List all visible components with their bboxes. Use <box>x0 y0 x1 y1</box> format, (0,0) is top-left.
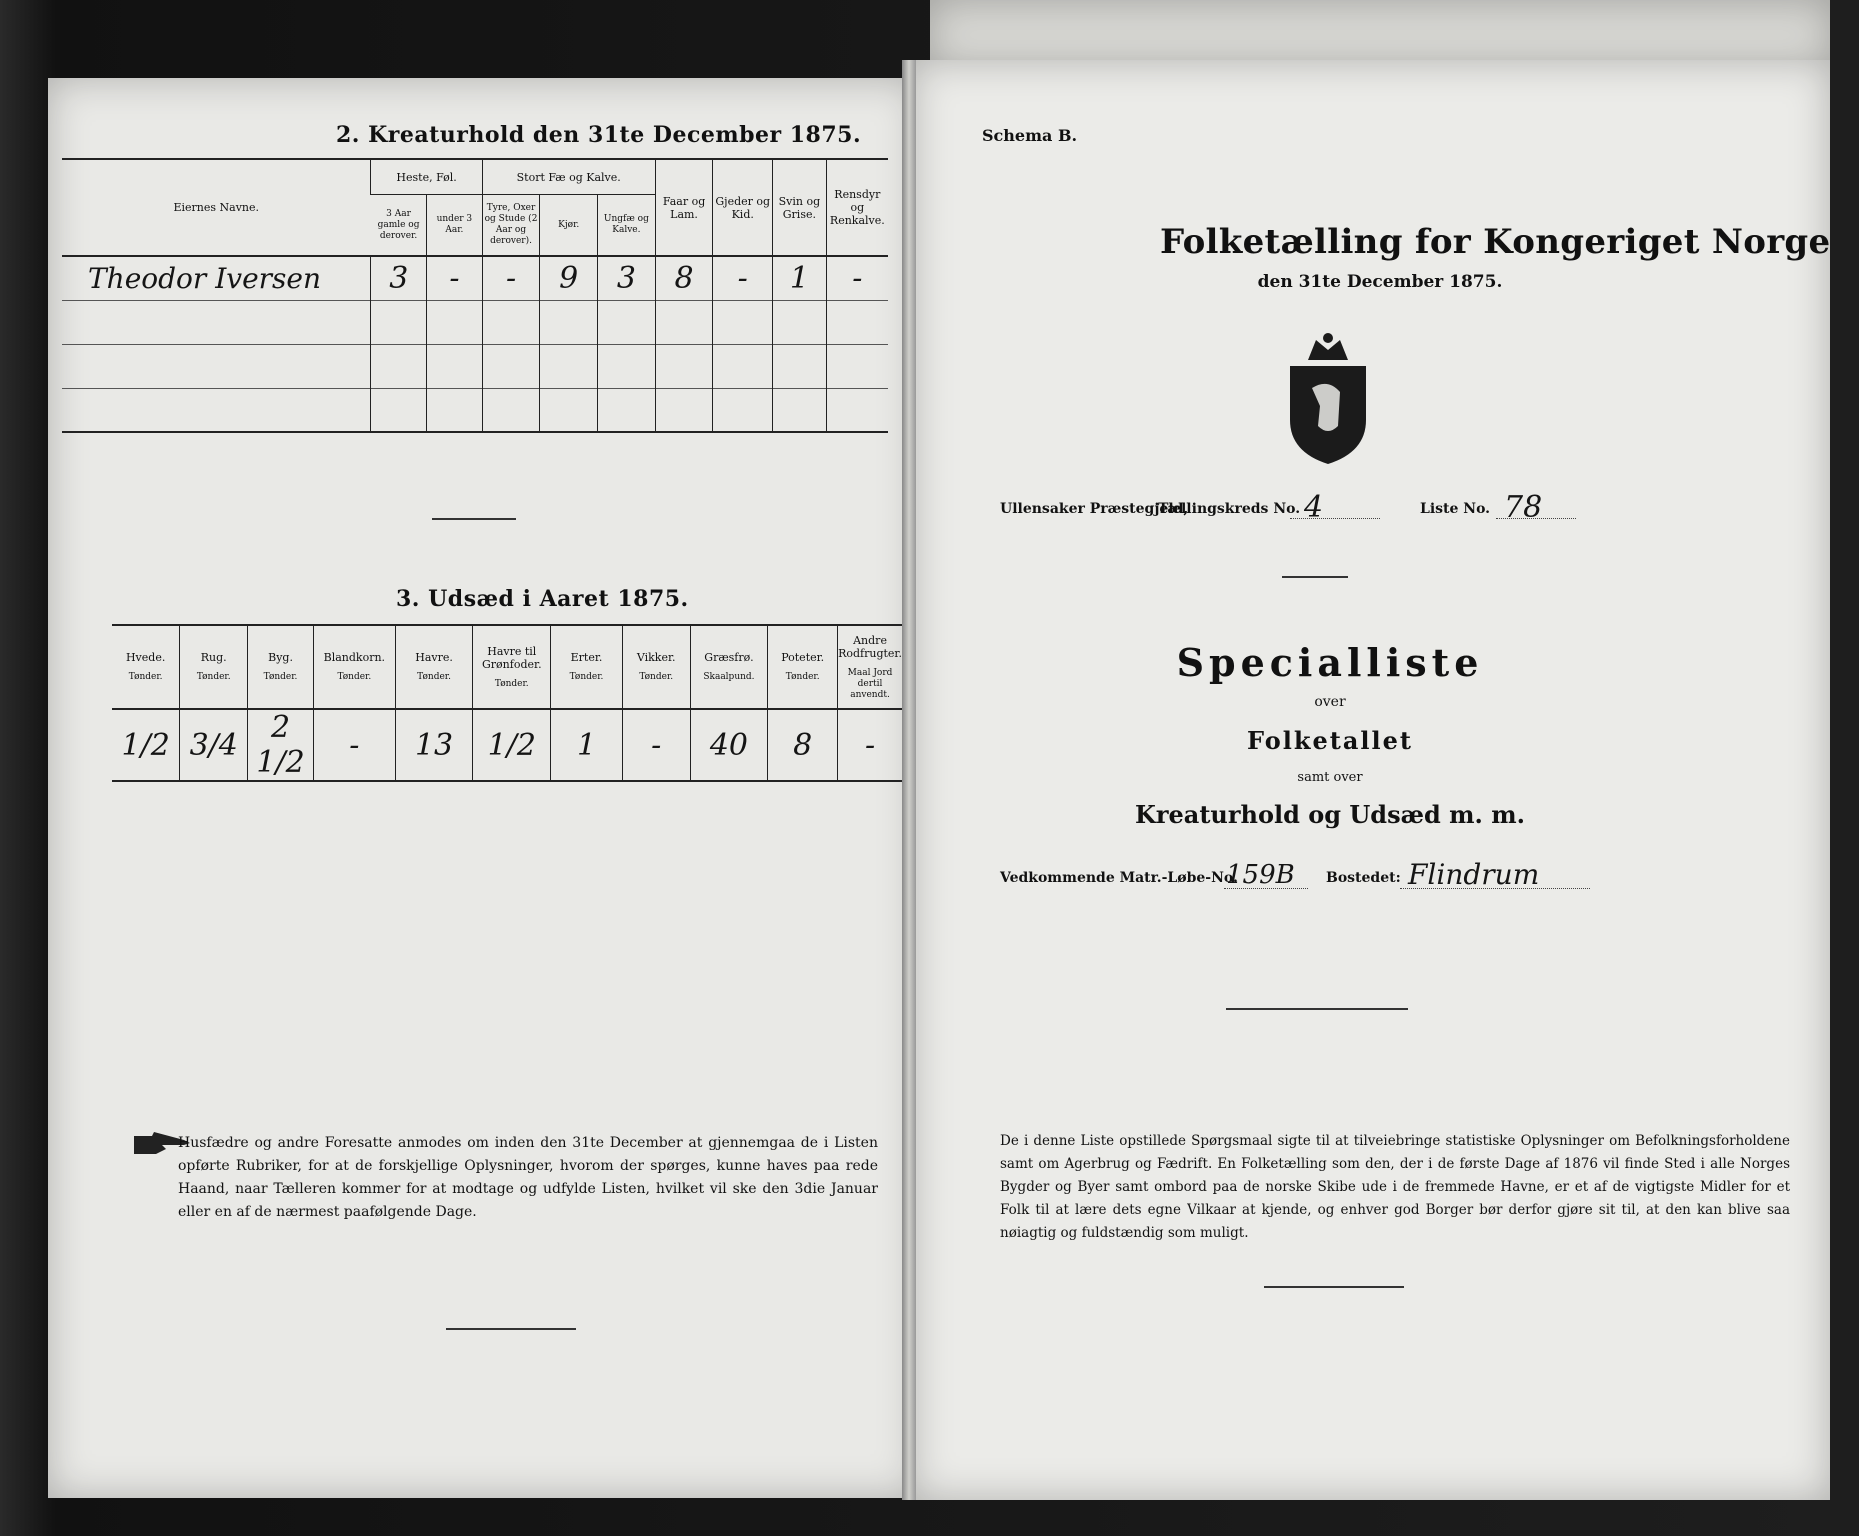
divider <box>1226 1008 1408 1010</box>
schema-label: Schema B. <box>982 126 1078 145</box>
table-row <box>112 709 902 781</box>
cell-pigs: 1 <box>773 256 827 300</box>
norway-crest-icon <box>1278 330 1378 466</box>
sowing-cell: 8 <box>768 709 838 781</box>
census-title: Folketælling for Kongeriget Norge <box>1160 222 1831 262</box>
sowing-col-header <box>313 625 395 709</box>
sowing-col-unit: Tønder. <box>417 672 451 682</box>
samt-over-label: samt over <box>1297 770 1363 785</box>
sowing-col-header <box>838 625 902 709</box>
divider <box>432 518 516 520</box>
sowing-cell: 40 <box>690 709 768 781</box>
cattle-group-header: Stort Fæ og Kalve. <box>482 159 655 195</box>
cell-cattle-bulls: - <box>482 256 540 300</box>
sowing-cell: 1/2 <box>473 709 551 781</box>
sowing-col-name: Erter. <box>570 651 603 664</box>
sowing-col-unit: Tønder. <box>337 672 372 682</box>
sowing-heading: 3. Udsæd i Aaret 1875. <box>396 586 689 612</box>
district-value: 4 <box>1304 490 1324 525</box>
livestock-heading: 2. Kreaturhold den 31te December 1875. <box>336 122 862 148</box>
sowing-col-unit: Tønder. <box>639 672 674 682</box>
sowing-col-unit: Skaalpund. <box>703 672 755 682</box>
cattle-young-header: Ungfæ og Kalve. <box>598 195 656 257</box>
owner-header: Eiernes Navne. <box>173 201 259 214</box>
bosted-value: Flindrum <box>1408 858 1540 891</box>
livestock-table <box>62 158 888 433</box>
sowing-col-unit: Tønder. <box>569 672 604 682</box>
reindeer-header: Rensdyr og Renkalve. <box>826 159 888 256</box>
sowing-col-name: Græsfrø. <box>704 651 754 664</box>
divider <box>1264 1286 1404 1288</box>
horses-3plus-header: 3 Aar gamle og derover. <box>377 208 420 241</box>
sowing-col-unit: Tønder. <box>128 672 163 682</box>
sowing-cell: - <box>838 709 902 781</box>
folketallet-label: Folketallet <box>1247 726 1413 755</box>
sowing-col-unit: Tønder. <box>785 672 820 682</box>
horses-under3-header: under 3 Aar. <box>427 195 483 257</box>
bosted-label: Bostedet: <box>1326 870 1401 886</box>
sowing-col-header <box>690 625 768 709</box>
pigs-header: Svin og Grise. <box>773 159 827 256</box>
table-row <box>62 256 888 300</box>
list-value: 78 <box>1504 490 1543 525</box>
sowing-table <box>112 624 902 782</box>
household-notice: Husfædre og andre Foresatte anmodes om inden den 31te December at gjennemgaa de i Listen opførte Rubriker, for at de forskjellige Oplysninger, hvorom der spørges, kunne haves paa rede Haand, naar Tælleren kommer for at modtage og udfylde Listen, hvilket vil ske den 3die Januar eller en af de nærmest paafølgende Dage. <box>178 1135 878 1220</box>
over-label: over <box>1314 694 1346 710</box>
sowing-col-name: Rug. <box>200 651 227 664</box>
sowing-cell: 2 1/2 <box>248 709 314 781</box>
census-notice: De i denne Liste opstillede Spørgsmaal sigte til at tilveiebringe statistiske Oplysninger om Befolkningsforholdene samt om Agerbrug og Fædrift. En Folketælling som den, der i de første Dage af 1876 vil finde Sted i alle Norges Bygder og Byer samt ombord paa de norske Skibe ude i de fremmede Havne, er et af de vigtigste Midler for et Folk til at lære dets egne Vilkaar at kjende, og enhver god Borger bør derfor gjøre sit til, at den kan blive saa nøiagtig og fuldstændig som muligt. <box>1000 1133 1790 1241</box>
cell-sheep: 8 <box>655 256 713 300</box>
divider <box>1282 576 1348 578</box>
divider <box>446 1328 576 1330</box>
sowing-cell: 1 <box>551 709 623 781</box>
sowing-cell: 3/4 <box>180 709 248 781</box>
sowing-col-name: Blandkorn. <box>323 651 386 664</box>
list-label: Liste No. <box>1420 501 1491 517</box>
cattle-cows-header: Kjør. <box>540 195 598 257</box>
table-row <box>62 300 888 344</box>
sowing-col-header <box>248 625 314 709</box>
sowing-col-unit: Tønder. <box>263 672 298 682</box>
kreaturhold-label: Kreaturhold og Udsæd m. m. <box>1135 800 1525 829</box>
special-list-title: Specialliste <box>1176 640 1484 685</box>
sowing-col-header <box>622 625 690 709</box>
sowing-col-header <box>473 625 551 709</box>
book-spine <box>902 60 916 1500</box>
sowing-col-header <box>112 625 180 709</box>
sowing-col-name: Havre til Grønfoder. <box>482 644 542 671</box>
cell-goats: - <box>713 256 773 300</box>
sowing-col-name: Hvede. <box>125 651 166 664</box>
sowing-col-name: Byg. <box>268 651 293 664</box>
matr-value: 159B <box>1226 860 1295 890</box>
sheep-header: Faar og Lam. <box>655 159 713 256</box>
horses-group-header: Heste, Føl. <box>371 159 482 195</box>
table-row <box>62 344 888 388</box>
sowing-col-name: Havre. <box>415 651 453 664</box>
parish-label: Ullensaker Præstegjeld, <box>1000 501 1189 517</box>
sowing-cell: 1/2 <box>112 709 180 781</box>
cell-cattle-cows: 9 <box>540 256 598 300</box>
table-row <box>62 388 888 432</box>
cell-cattle-young: 3 <box>598 256 656 300</box>
sowing-col-header <box>395 625 473 709</box>
sowing-col-name: Poteter. <box>781 651 825 664</box>
sowing-col-header <box>768 625 838 709</box>
sowing-col-header <box>551 625 623 709</box>
cell-horses-under3: - <box>427 256 483 300</box>
sowing-cell: - <box>622 709 690 781</box>
sowing-col-unit: Maal Jord dertil anvendt. <box>847 667 893 700</box>
matr-label: Vedkommende Matr.-Løbe-No. <box>1000 870 1238 886</box>
sowing-cell: 13 <box>395 709 473 781</box>
goats-header: Gjeder og Kid. <box>713 159 773 256</box>
sowing-col-name: Andre Rodfrugter. <box>838 633 902 660</box>
sowing-cell: - <box>313 709 395 781</box>
census-date: den 31te December 1875. <box>1257 272 1503 292</box>
sowing-col-name: Vikker. <box>636 651 676 664</box>
sowing-col-unit: Tønder. <box>494 678 529 689</box>
owner-name: Theodor Iversen <box>88 261 322 295</box>
sowing-col-unit: Tønder. <box>196 672 231 682</box>
cell-horses-3plus: 3 <box>371 256 427 300</box>
cell-reindeer: - <box>826 256 888 300</box>
cattle-bulls-header: Tyre, Oxer og Stude (2 Aar og derover). <box>482 195 540 257</box>
district-label: Tællingskreds No. <box>1158 501 1301 517</box>
sowing-col-header <box>180 625 248 709</box>
